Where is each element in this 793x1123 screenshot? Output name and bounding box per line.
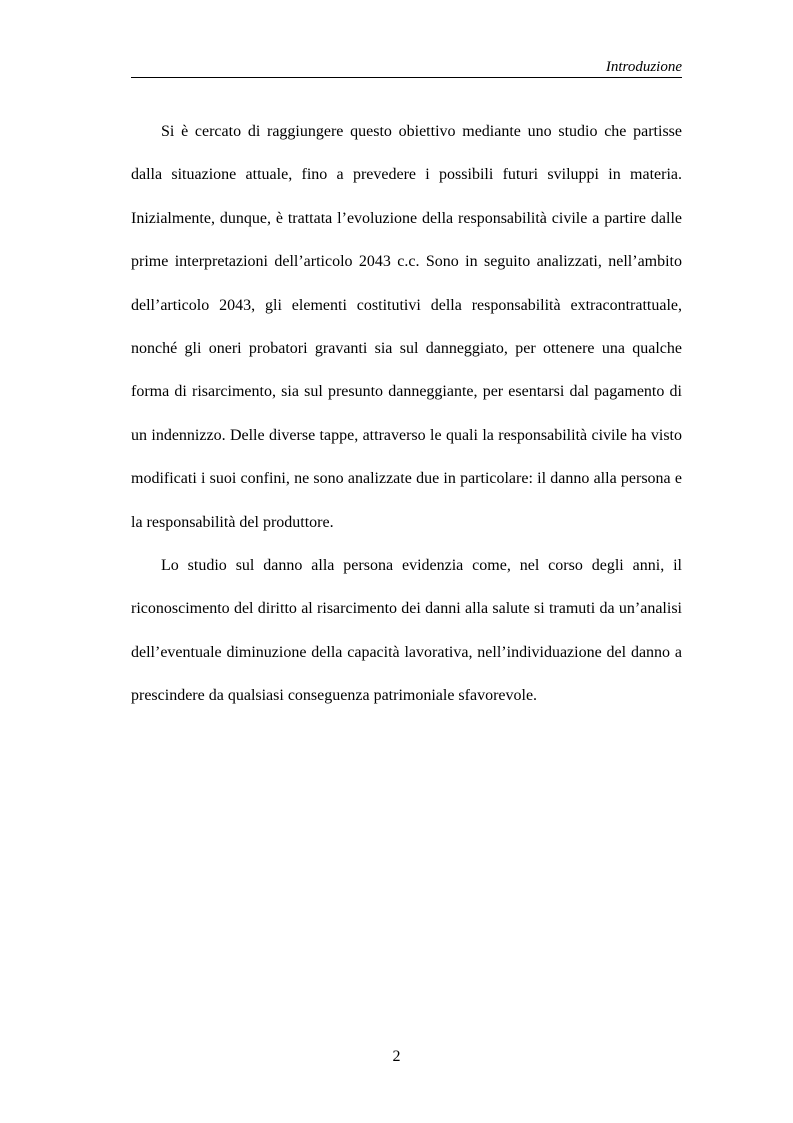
- paragraph-1: Si è cercato di raggiungere questo obiettivo mediante uno studio che partisse dalla situazione attuale, fino a prevedere i possibili futuri sviluppi in materia. Inizialmente, dunque, è trattata l’evoluzione della responsabilità civile a partire dalle prime interpretazioni dell’articolo 2043 c.c. Sono in seguito analizzati, nell’ambito dell’articolo 2043, gli elementi costitutivi della responsabilità extracontrattuale, nonché gli oneri probatori gravanti sia sul danneggiato, per ottenere una qualche forma di risarcimento, sia sul presunto danneggiante, per esentarsi dal pagamento di un indennizzo. Delle diverse tappe, attraverso le quali la responsabilità civile ha visto modificati i suoi confini, ne sono analizzate due in particolare: il danno alla persona e la responsabilità del produttore.: [131, 123, 682, 531]
- paragraph-2: Lo studio sul danno alla persona evidenzia come, nel corso degli anni, il riconoscimento del diritto al risarcimento dei danni alla salute si tramuti da un’analisi dell’eventuale diminuzione della capacità lavorativa, nell’individuazione del danno a prescindere da qualsiasi conseguenza patrimoniale sfavorevole.: [131, 557, 682, 705]
- header-divider: [131, 77, 682, 78]
- running-header: Introduzione: [605, 59, 682, 75]
- body-text: [131, 110, 682, 718]
- page-number: 2: [392, 1048, 401, 1065]
